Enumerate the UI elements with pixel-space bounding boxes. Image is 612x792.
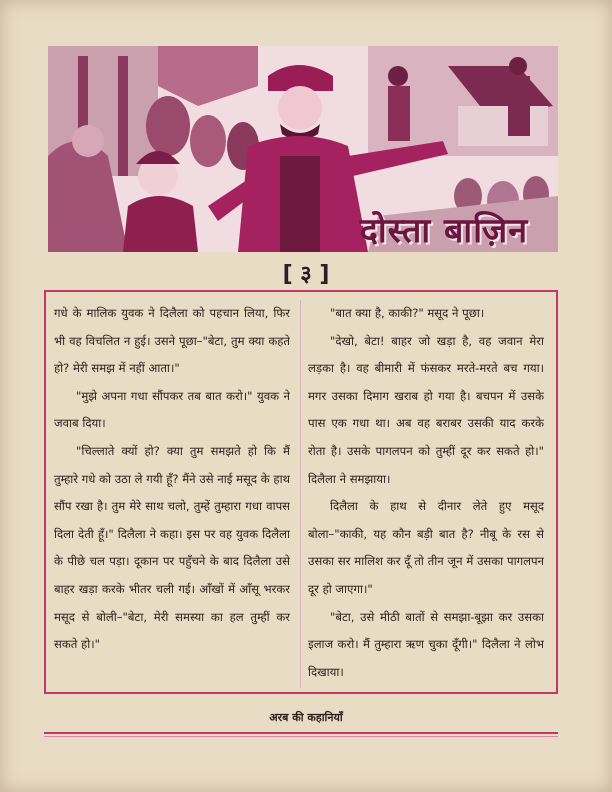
story-title-banner: [332, 206, 556, 252]
paragraph: गधे के मालिक युवक ने दिलैला को पहचान लिया, फिर भी वह विचलित न हुई। उसने पूछा–"बेटा, तुम क्या कहते हो? मेरी समझ में नहीं आता।": [54, 306, 290, 376]
right-column: [308, 300, 544, 688]
running-footer: अरब की कहानियाँ: [269, 711, 343, 724]
paragraph: "चिल्लाते क्यों हो? क्या तुम समझते हो कि मैं तुम्हारे गधे को उठा ले गयी हूँ? मैंने उसे नाई मसूद के हाथ सौंप रखा है। तुम मेरे साथ चलो, तुम्हें तुम्हारा गधा वापस दिला देती हूँ।" दिलैला ने कहा। इस पर वह युवक दिलैला के पीछे चल पड़ा। दूकान पर पहुँचने के बाद दिलैला उसे बाहर खड़ा करके भीतर चली गई। आँखों में आँसू भरकर मसूद से बोली–"बेटा, मेरी समस्या का हल तुम्हीं कर सकते हो।": [54, 443, 290, 652]
paragraph: "बेटा, उसे मीठी बातों से समझा-बूझा कर उसका इलाज करो। मैं तुम्हारा ऋण चुका दूँगी।" दिलैला ने लोभ दिखाया।: [308, 609, 544, 679]
paragraph: "मुझे अपना गधा सौंपकर तब बात करो।" युवक ने जवाब दिया।: [54, 388, 290, 431]
paragraph: "देखो, बेटा! बाहर जो खड़ा है, वह जवान मेरा लड़का है। वह बीमारी में फंसकर मरते-मरते बच गया। मगर उसका दिमाग खराब हो गया है। बचपन में उसके पास एक गधा था। अब वह बराबर उसकी याद करके रोता है। उसके पागलपन को तुम्हीं दूर कर सकते हो।" दिलैला ने समझाया।: [308, 333, 544, 486]
paragraph: दिलैला के हाथ से दीनार लेते हुए मसूद बोला–"काकी, यह कौन बड़ी बात है? नीबू के रस से उसका सर मालिश कर दूँ तो तीन जून में उसका पागलपन दूर हो जाएगा।": [308, 499, 544, 596]
left-column: [54, 300, 290, 688]
footer-rule: [44, 732, 558, 734]
column-divider: [300, 300, 301, 688]
story-title: दोस्ता बाज़िन: [359, 211, 529, 251]
footer-rule-thin: [44, 736, 558, 737]
paragraph: "बात क्या है, काकी?" मसूद ने पूछा।: [330, 306, 485, 320]
chapter-number: [ ३ ]: [282, 262, 330, 287]
story-text-box: [44, 290, 558, 694]
